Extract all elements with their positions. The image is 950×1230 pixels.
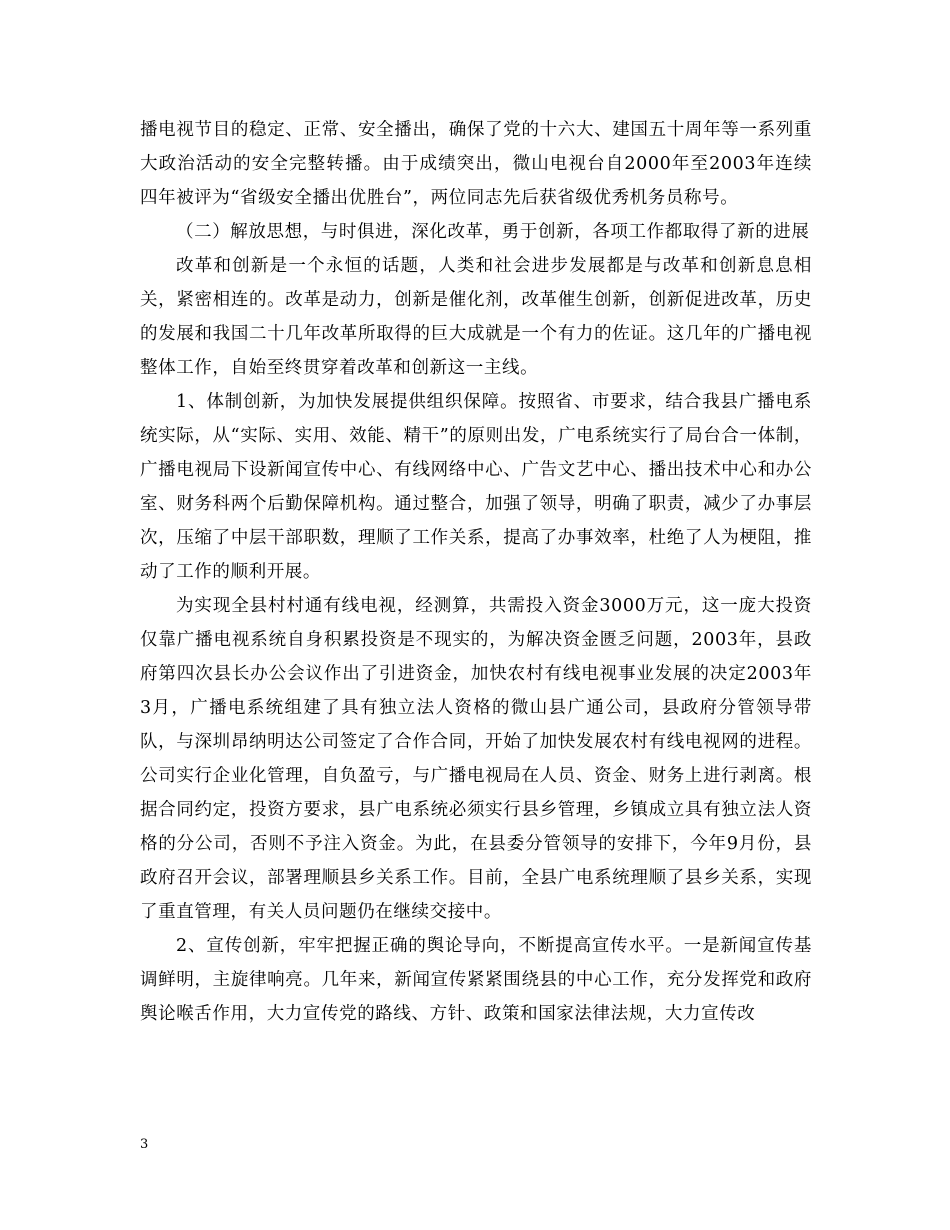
paragraph-cable-investment: 为实现全县村村通有线电视，经测算，共需投入资金3000万元，这一庞大投资仅靠广播电视系统自身积累投资是不现实的，为解决资金匮乏问题，2003年，县政府第四次县长办公会议作出了引进资金，加快农村有线电视事业发展的决定2003年3月，广播电系统组建了具有独立法人资格的微山县广通公司，县政府分管领导带队，与深圳昂纳明达公司签定了合作合同，开始了加快发展农村有线电视网的进程。公司实行企业化管理，自负盈亏，与广播电视局在人员、资金、财务上进行剥离。根据合同约定，投资方要求，县广电系统必须实行县乡管理，乡镇成立具有独立法人资格的分公司，否则不予注入资金。为此，在县委分管领导的安排下，今年9月份，县政府召开会议，部署理顺县乡关系工作。目前，全县广电系统理顺了县乡关系，实现了重直管理，有关人员问题仍在继续交接中。 [140, 596, 812, 922]
paragraph-publicity-innovation: 2、宣传创新，牢牢把握正确的舆论导向，不断提高宣传水平。一是新闻宣传基调鲜明，主旋律响亮。几年来，新闻宣传紧紧围绕县的中心工作，充分发挥党和政府舆论喉舌作用，大力宣传党的路线、方针、政策和国家法律法规，大力宣传改 [140, 936, 812, 1024]
paragraph-system-innovation: 1、体制创新，为加快发展提供组织保障。按照省、市要求，结合我县广播电系统实际，从“实际、实用、效能、精干”的原则出发，广电系统实行了局台合一体制，广播电视局下设新闻宣传中心、有线网络中心、广告文艺中心、播出技术中心和办公室、财务科两个后勤保障机构。通过整合，加强了领导，明确了职责，减少了办事层次，压缩了中层干部职数，理顺了工作关系，提高了办事效率，杜绝了人为梗阻，推动了工作的顺利开展。 [140, 392, 812, 582]
paragraph-continuation: 播电视节目的稳定、正常、安全播出，确保了党的十六大、建国五十周年等一系列重大政治活动的安全完整转播。由于成绩突出，微山电视台自2000年至2003年连续四年被评为“省级安全播出优胜台”，两位同志先后获省级优秀机务员称号。 [140, 120, 812, 208]
paragraph-reform-intro: 改革和创新是一个永恒的话题，人类和社会进步发展都是与改革和创新息息相关，紧密相连的。改革是动力，创新是催化剂，改革催生创新，创新促进改革，历史的发展和我国二十几年改革所取得的巨大成就是一个有力的佐证。这几年的广播电视整体工作，自始至终贯穿着改革和创新这一主线。 [140, 256, 812, 378]
document-body [140, 113, 812, 1031]
page-number: 3 [140, 1137, 149, 1152]
section-heading: （二）解放思想，与时俱进，深化改革，勇于创新，各项工作都取得了新的进展 [176, 222, 810, 242]
